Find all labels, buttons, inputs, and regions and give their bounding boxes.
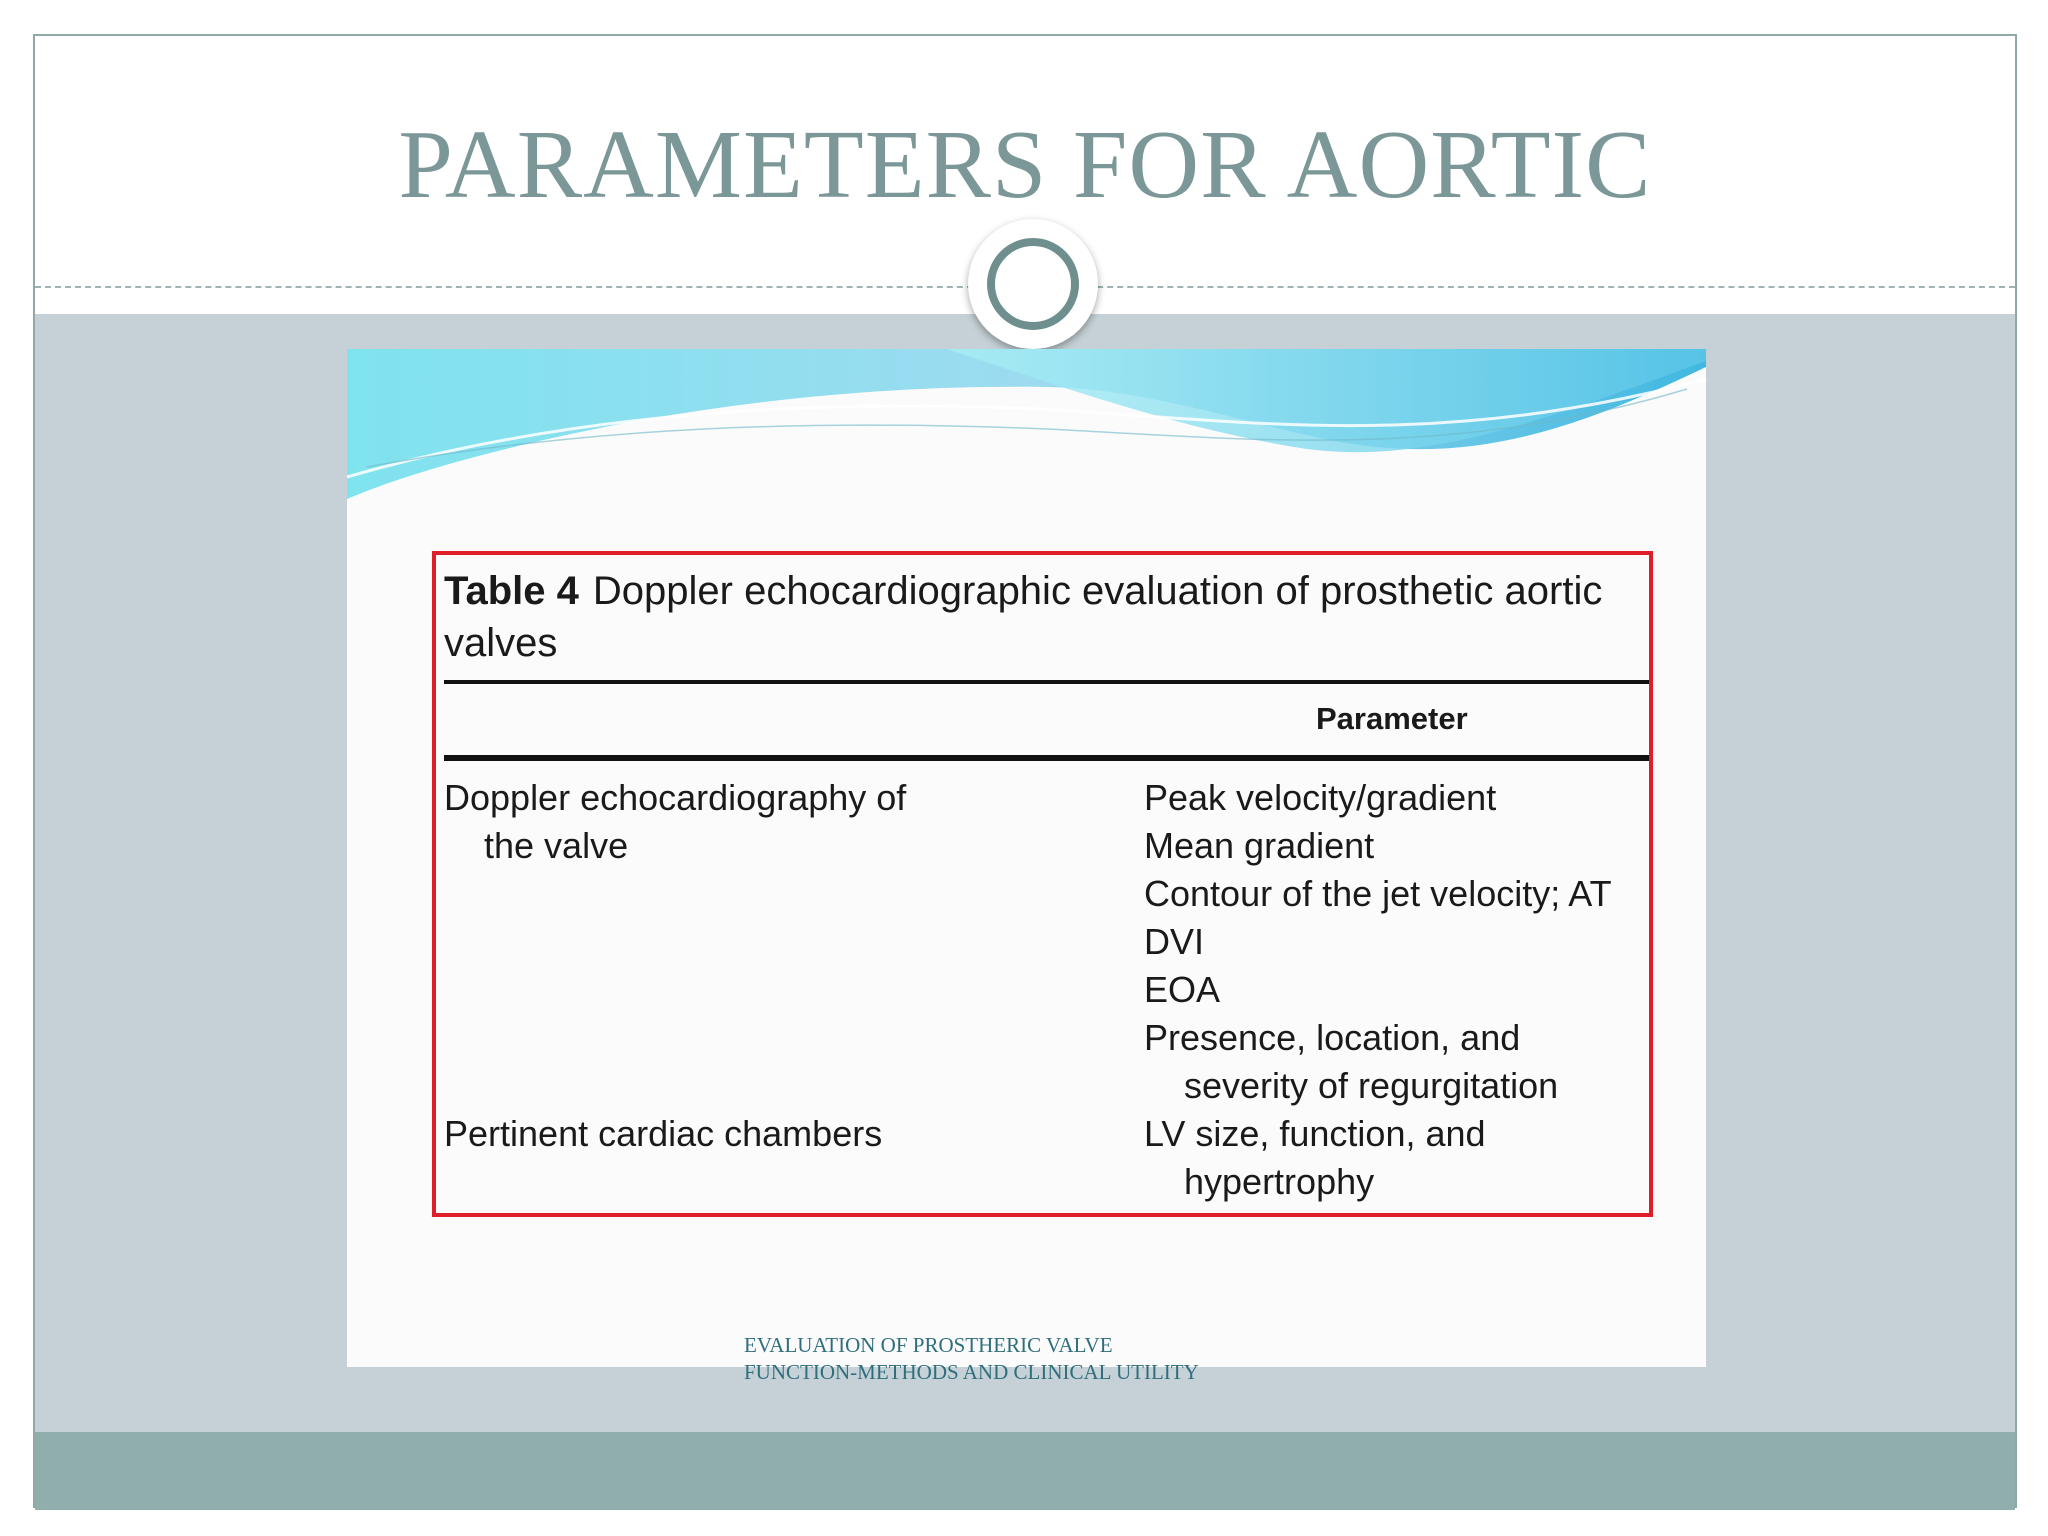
parameter-item: DVI xyxy=(1144,921,1205,962)
slide xyxy=(33,34,2017,1508)
table-caption xyxy=(444,565,1634,669)
slide-title: PARAMETERS FOR AORTIC xyxy=(398,111,1652,219)
table-caption-label: Table 4 xyxy=(444,569,579,613)
row-label-line: Doppler echocardiography of xyxy=(444,777,907,818)
row-label xyxy=(444,1110,882,1158)
row-label-line: the valve xyxy=(484,825,629,866)
citation-line: EVALUATION OF PROSTHERIC VALVE xyxy=(744,1333,1113,1357)
table-top-rule xyxy=(444,680,1649,684)
parameter-item: EOA xyxy=(1144,969,1221,1010)
ring-ornament-icon xyxy=(968,219,1098,349)
citation-text xyxy=(744,1332,1199,1386)
citation-line: FUNCTION-METHODS AND CLINICAL UTILITY xyxy=(744,1360,1199,1384)
parameter-item: Peak velocity/gradient xyxy=(1144,777,1497,818)
ring-inner xyxy=(987,238,1079,330)
parameter-item: severity of regurgitation xyxy=(1184,1065,1559,1106)
parameter-item: Presence, location, and xyxy=(1144,1017,1521,1058)
parameter-item: Mean gradient xyxy=(1144,825,1375,866)
row-parameters xyxy=(1144,1110,1486,1206)
table-caption-text: Doppler echocardiographic evaluation of prosthetic aortic valves xyxy=(444,569,1603,665)
table-header-rule xyxy=(444,755,1649,761)
footer-band xyxy=(35,1432,2015,1510)
row-parameters xyxy=(1144,774,1612,1110)
parameter-item: LV size, function, and xyxy=(1144,1113,1486,1154)
row-label xyxy=(444,774,906,870)
table-image xyxy=(347,349,1706,1384)
row-label-line: Pertinent cardiac chambers xyxy=(444,1113,883,1154)
parameter-item: Contour of the jet velocity; AT xyxy=(1144,873,1612,914)
wave-banner-icon xyxy=(347,349,1706,519)
table-frame xyxy=(432,551,1653,1217)
parameter-item: hypertrophy xyxy=(1184,1161,1375,1202)
column-header-parameter: Parameter xyxy=(1316,701,1468,736)
